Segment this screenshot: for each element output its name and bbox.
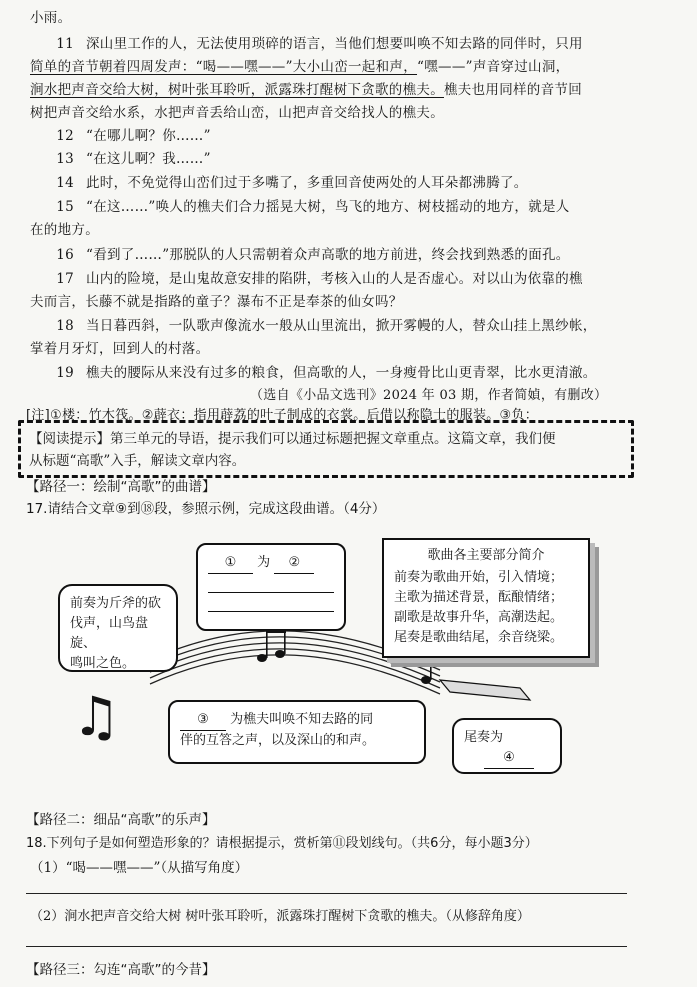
prelude-bubble: 前奏为斤斧的砍 伐声，山鸟盘旋、 鸣叫之色。 (58, 584, 178, 672)
verse-bubble: ① 为 ② (196, 543, 346, 631)
paragraph-17-line-1: 17 山内的险境，是山鬼故意安排的陷阱，考核入山的人是否虚心。对以山为依靠的樵 (56, 271, 583, 287)
paragraph-18-line-2: 掌着月牙灯，回到人的村落。 (30, 341, 210, 357)
paragraph-11-line-1: 11 深山里工作的人，无法使用琐碎的语言，当他们想要叫唤不知去路的同伴时，只用 (30, 32, 673, 52)
answer-line-1[interactable] (26, 893, 627, 894)
blank-3[interactable]: ③ (180, 710, 226, 731)
question-17: 17.请结合文章⑨到⑱段，参照示例，完成这段曲谱。（4分） (26, 501, 386, 517)
path-two-heading: 【路径二：细品“高歌”的乐声】 (26, 812, 216, 828)
answer-line[interactable] (208, 593, 334, 612)
path-one-heading: 【路径一：绘制“高歌”的曲谱】 (26, 479, 216, 495)
note-line-1: [注]①楼：竹木筏。②薜衣：指用薜荔的叶子制成的衣裳。后借以称隐士的服装。③负： (26, 408, 539, 423)
paragraph-number: 11 (56, 36, 74, 52)
source-citation: （选自《小品文选刊》2024 年 03 期，作者简媜，有删改） (250, 388, 608, 403)
reading-tip-line-1: 【阅读提示】第三单元的导语，提示我们可以通过标题把握文章重点。这篇文章，我们便 (29, 431, 556, 447)
blank-4[interactable]: ④ (484, 748, 534, 769)
reading-tip-box (18, 420, 634, 478)
paragraph-13: 13 “在这儿啊？我……” (56, 151, 211, 167)
paragraph-14: 14 此时，不免觉得山峦们过于多嘴了，多重回音使两处的人耳朵都沸腾了。 (56, 175, 528, 191)
question-18-part-1: （1）“喝——嘿——”（从描写角度） (30, 860, 249, 876)
music-note-icon: ♫ (72, 685, 121, 748)
song-parts-card: 歌曲各主要部分简介 前奏为歌曲开始，引入情境； 主歌为描述背景，酝酿情绪； 副歌是故事升华，高潮迭起。 尾奏是歌曲结尾，余音绕梁。 (382, 538, 590, 658)
paragraph-17-line-2: 夫而言，长藤不就是指路的童子？瀑布不正是奉茶的仙女吗？ (30, 294, 403, 310)
card-title: 歌曲各主要部分简介 (427, 548, 545, 563)
path-three-heading: 【路径三：勾连“高歌”的今昔】 (26, 962, 216, 978)
question-18-part-2: （2）涧水把声音交给大树 树叶张耳聆听，派露珠打醒树下贪歌的樵夫。（从修辞角度） (30, 909, 530, 924)
blank-2[interactable]: ② (274, 553, 314, 574)
reading-tip-line-2: 从标题“高歌”入手，解读文章内容。 (29, 453, 246, 469)
paragraph-15-line-2: 在的地方。 (30, 222, 99, 238)
blank-1[interactable]: ① (208, 553, 253, 574)
paragraph-15-line-1: 15 “在这……”唤人的樵夫们合力摇晃大树，鸟飞的地方、树枝摇动的地方，就是人 (56, 199, 570, 215)
chorus-bubble: ③ 为樵夫叫唤不知去路的同 伴的互答之声，以及深山的和声。 (168, 700, 426, 764)
paragraph-11-line-4: 树把声音交给水系，水把声音丢给山峦，山把声音交给找人的樵夫。 (30, 105, 444, 121)
paragraph-19: 19 樵夫的腰际从来没有过多的粮食，但高歌的人，一身瘦骨比山更青翠，比水更清澈。 (56, 365, 597, 381)
question-18: 18.下列句子是如何塑造形象的？请根据提示，赏析第⑪段划线句。（共6分，每小题3分） (26, 836, 538, 851)
answer-line[interactable] (208, 574, 334, 593)
underlined-sentence: 涧水把声音交给大树，树叶张耳聆听，派露珠打醒树下贪歌的樵夫。 (30, 82, 444, 98)
paragraph-12: 12 “在哪儿啊？你……” (56, 128, 211, 144)
answer-line-2[interactable] (26, 946, 627, 947)
top-fragment: 小雨。 (30, 10, 72, 26)
paragraph-11-line-3: 涧水把声音交给大树，树叶张耳聆听，派露珠打醒树下贪歌的樵夫。樵夫也用同样的音节回 (30, 82, 582, 98)
paragraph-16: 16 “看到了……”那脱队的人只需朝着众声高歌的地方前进，终会找到熟悉的面孔。 (56, 247, 570, 263)
outro-bubble: 尾奏为 ④ (452, 718, 562, 774)
paragraph-11-line-2: 简单的音节朝着四周发声：“喝——嘿——”大小山峦一起和声，“嘿——”声音穿过山洞， (30, 59, 570, 75)
paragraph-18-line-1: 18 当日暮西斜，一队歌声像流水一般从山里流出，掀开雾幔的人，替众山挂上黑纱帐， (56, 318, 597, 334)
outro-ribbon (440, 680, 530, 700)
